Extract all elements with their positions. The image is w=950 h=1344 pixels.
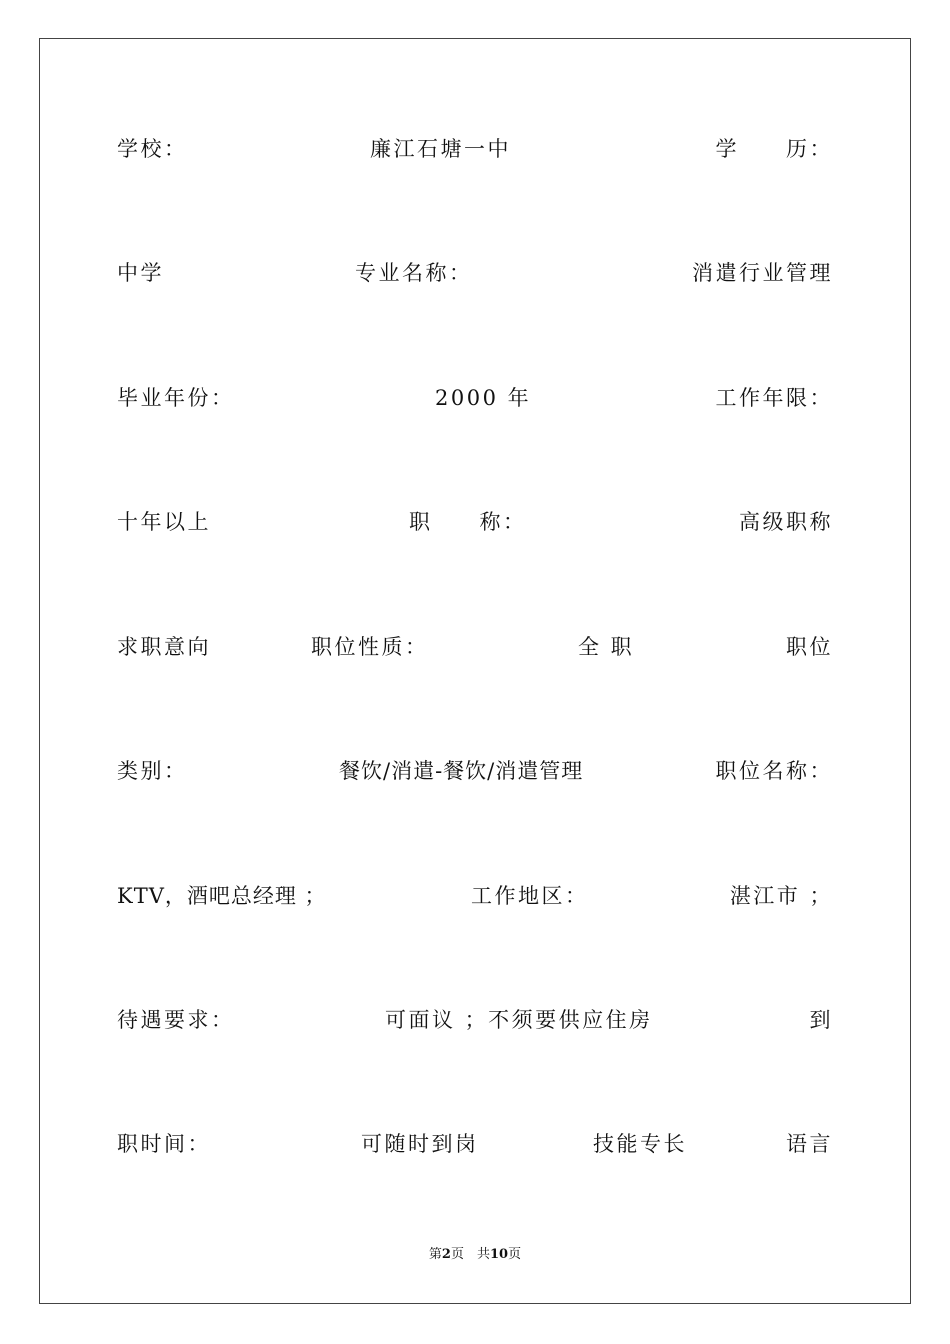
start-time-label-start: 到 [809,1008,833,1032]
form-line-4 [117,507,833,537]
title-value: 高级职称 [739,510,833,534]
footer-prefix: 第 [428,1247,442,1262]
job-category-value: 餐饮/消遣-餐饮/消遣管理 [339,759,584,783]
job-category-label-end: 类别： [117,759,188,783]
graduation-year-label: 毕业年份： [117,386,235,410]
job-nature-label: 职位性质： [311,635,429,659]
salary-value: 可面议 ；不须要供应住房 [385,1008,653,1032]
form-line-5 [117,632,833,662]
job-intention-heading: 求职意向 [117,635,211,659]
work-years-label: 工作年限： [715,386,833,410]
page-border [39,38,911,1304]
form-line-7 [117,881,833,911]
salary-label: 待遇要求： [117,1008,235,1032]
major-label: 专业名称： [355,261,473,285]
footer-suffix: 页 [508,1247,522,1262]
job-category-label-start: 职位 [786,635,833,659]
footer-middle: 页 共 [450,1247,490,1262]
work-years-value: 十年以上 [117,510,211,534]
form-line-3 [117,383,833,413]
graduation-year-value: 2000 年 [435,386,532,410]
major-value: 消遣行业管理 [692,261,833,285]
education-label: 学 历： [715,137,833,161]
skills-heading: 技能专长 [593,1132,687,1156]
total-page-count: 10 [489,1247,509,1262]
form-line-8 [117,1005,833,1035]
work-area-label: 工作地区： [471,884,589,908]
job-name-label: 职位名称： [715,759,833,783]
form-line-6 [117,756,833,786]
form-line-1 [117,134,833,164]
form-line-9 [117,1129,833,1159]
form-line-2 [117,258,833,288]
school-value: 廉江石塘一中 [370,137,511,161]
work-area-value: 湛江市 ； [729,884,833,908]
job-nature-value: 全 职 [578,635,635,659]
start-time-value: 可随时到岗 [361,1132,479,1156]
start-time-label-end: 职时间： [117,1132,211,1156]
school-label: 学校： [117,137,188,161]
current-page-number: 2 [441,1247,451,1262]
page-footer [0,1246,950,1264]
job-name-value: KTV，酒吧总经理 ； [117,884,327,908]
education-value: 中学 [117,261,164,285]
language-label: 语言 [786,1132,833,1156]
title-label: 职 称： [409,510,527,534]
